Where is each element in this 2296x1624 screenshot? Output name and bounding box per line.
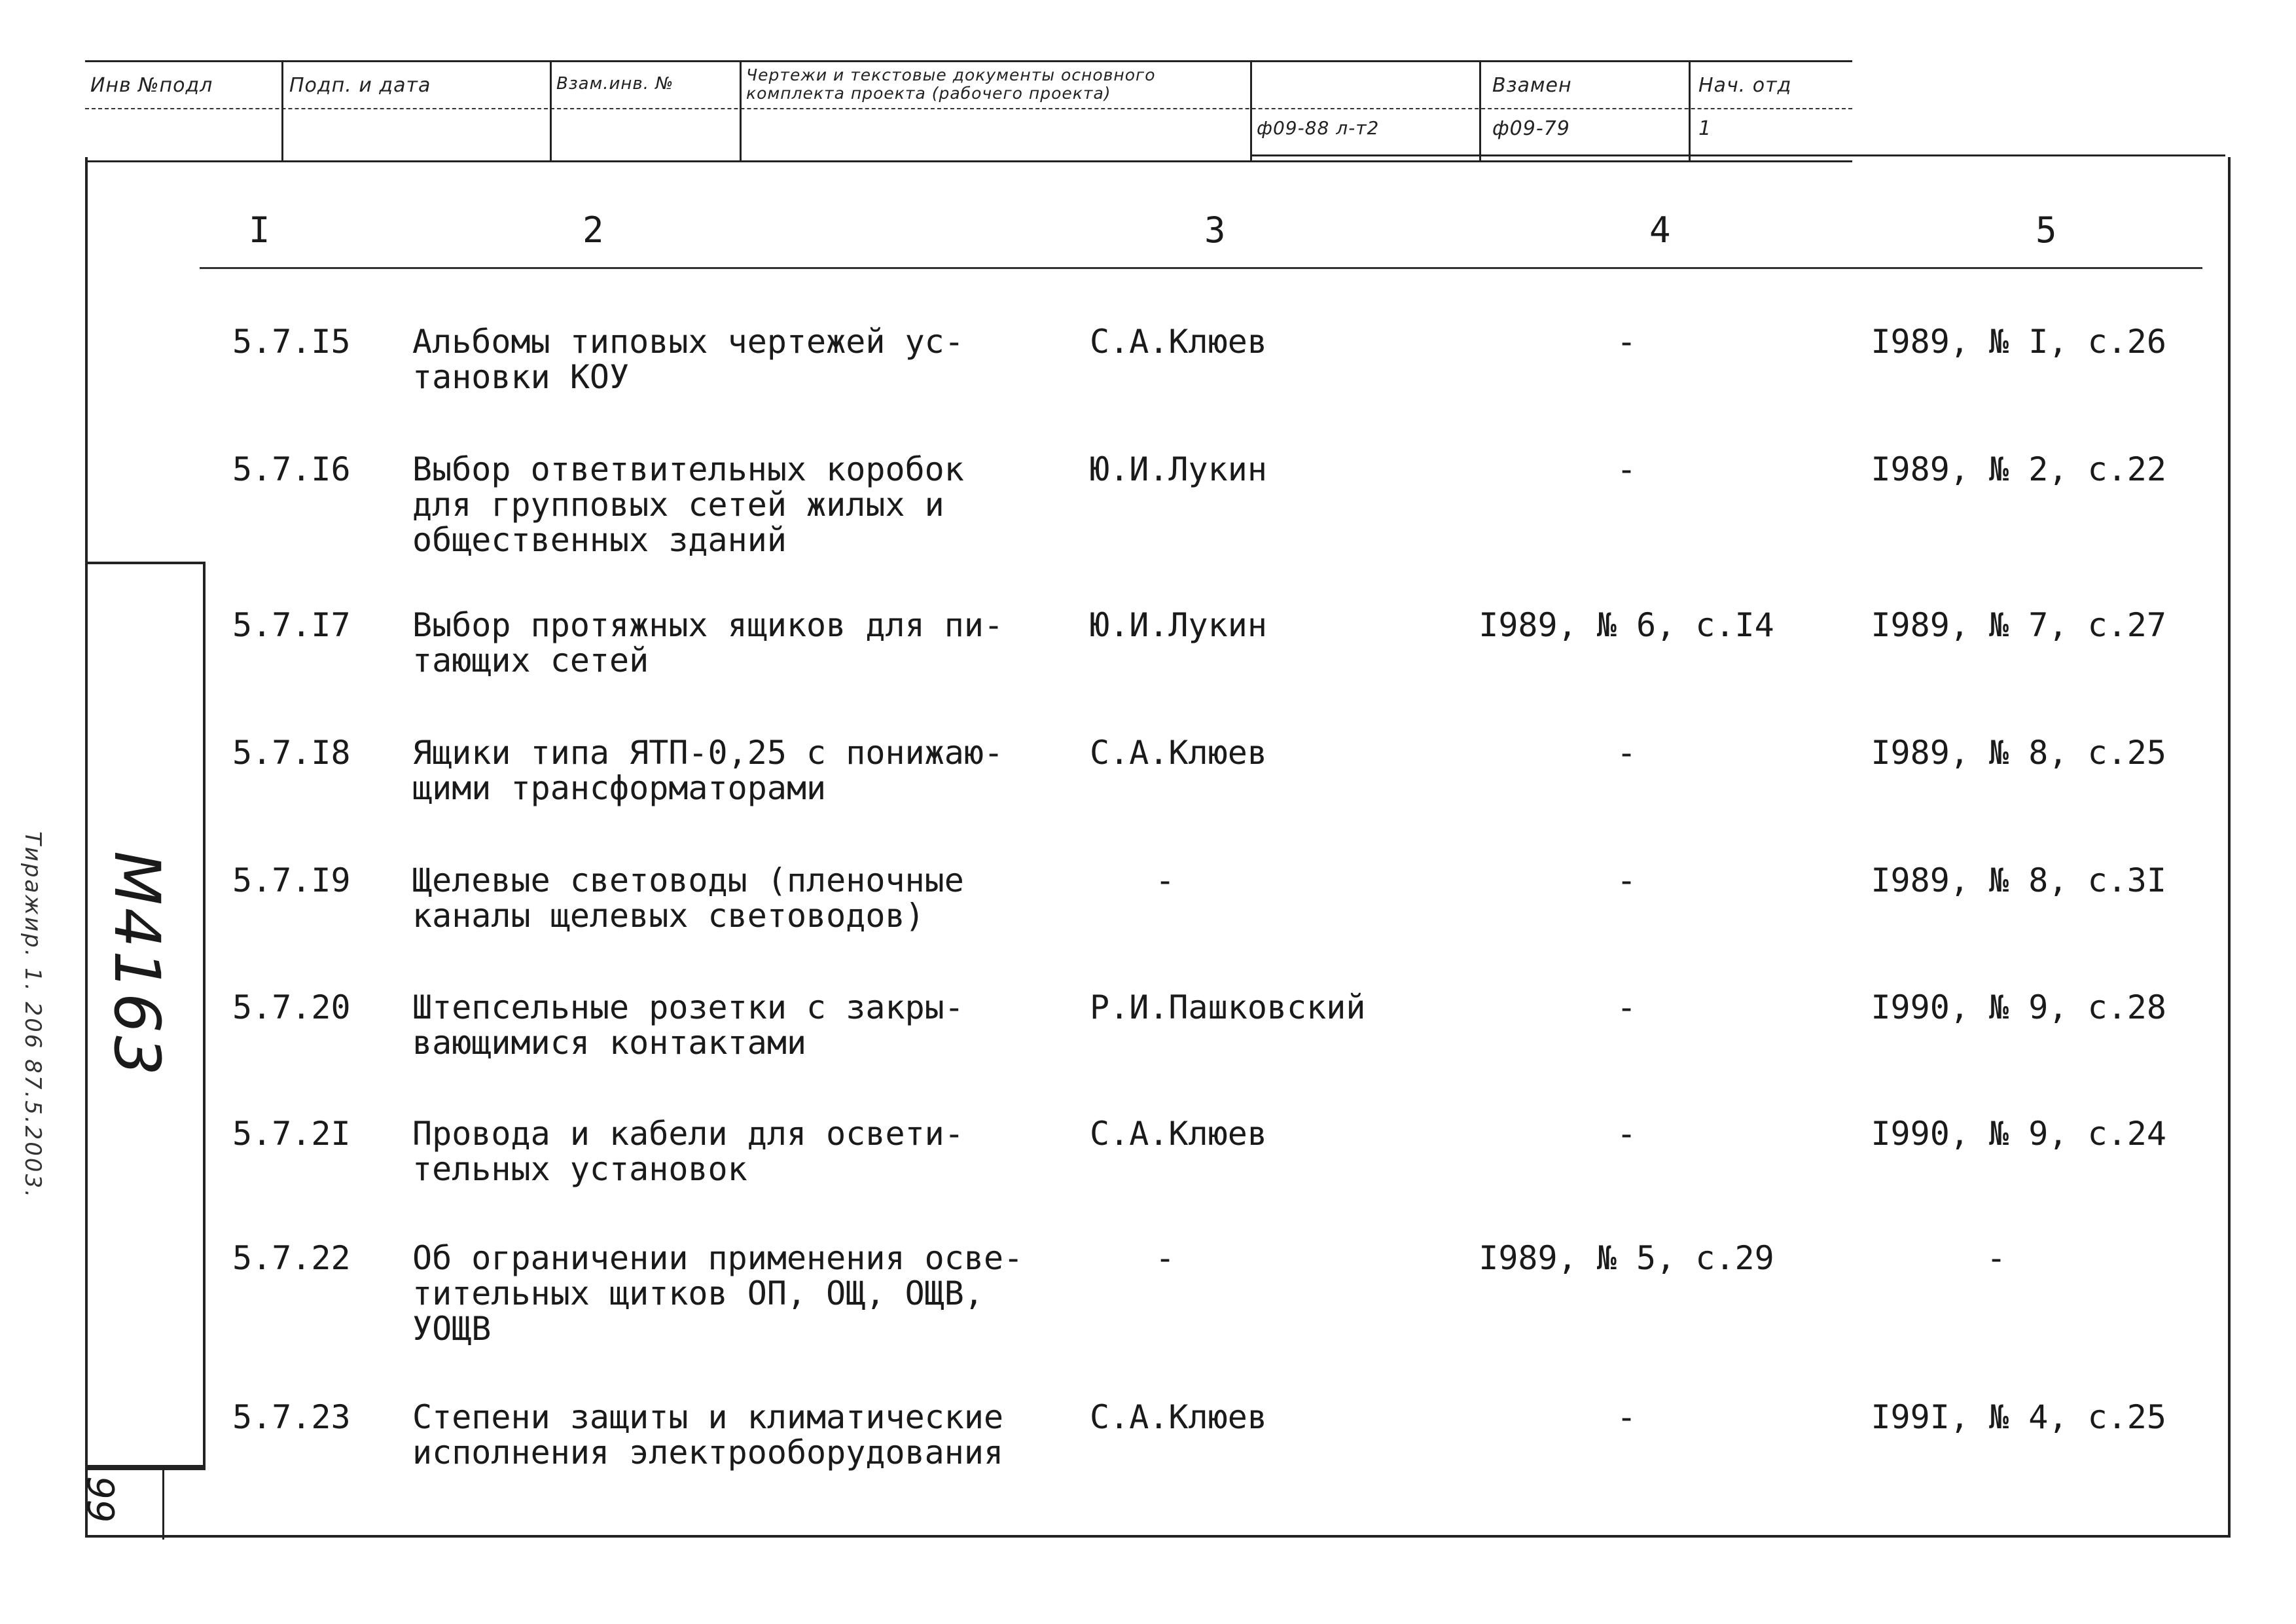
column-header-4: 4 <box>1649 209 1671 251</box>
row-col5: - <box>1986 1239 2007 1277</box>
row-title: Провода и кабели для освети- тельных установок <box>412 1115 964 1188</box>
row-number: 5.7.20 <box>232 988 351 1026</box>
row-number: 5.7.I6 <box>232 450 351 488</box>
row-col4: - <box>1616 734 1637 772</box>
page-frame-top-line <box>1250 154 2225 156</box>
row-col4: - <box>1616 450 1637 488</box>
row-col5: I990, № 9, с.24 <box>1871 1115 2166 1153</box>
stamp-cell-form <box>1250 62 1481 160</box>
row-col4: - <box>1616 988 1637 1026</box>
stamp-replace-label: Взам.инв. № <box>556 74 674 94</box>
row-number: 5.7.I8 <box>232 734 351 772</box>
column-header-3: 3 <box>1204 209 1226 251</box>
stamp-inv-label: Инв №подл <box>90 74 213 97</box>
side-page-divider <box>162 1468 164 1540</box>
page-number: 99 <box>79 1476 121 1523</box>
column-header-5: 5 <box>2036 209 2057 251</box>
stamp-zamen-label: Взамен <box>1492 74 1572 97</box>
row-title: Щелевые световоды (пленочные каналы щелевых световодов) <box>412 861 964 935</box>
row-col4: I989, № 6, с.I4 <box>1479 606 1774 644</box>
row-author: Ю.И.Лукин <box>1090 450 1267 488</box>
row-author: Ю.И.Лукин <box>1090 606 1267 644</box>
row-col4: - <box>1616 861 1637 899</box>
row-title: Выбор ответвительных коробок для групповых сетей жилых и общественных зданий <box>412 450 964 559</box>
row-col4: I989, № 5, с.29 <box>1479 1239 1774 1277</box>
row-title: Выбор протяжных ящиков для пи- тающих сетей <box>412 606 1004 679</box>
row-author: - <box>1155 1239 1175 1277</box>
stamp-sign-label: Подп. и дата <box>289 74 431 97</box>
row-col5: I989, № 8, с.3I <box>1871 861 2166 899</box>
row-number: 5.7.2I <box>232 1115 351 1153</box>
inventory-number: М4163 <box>100 851 173 1079</box>
row-number: 5.7.I7 <box>232 606 351 644</box>
row-col5: I989, № I, с.26 <box>1871 323 2166 361</box>
row-number: 5.7.I9 <box>232 861 351 899</box>
row-col5: I989, № 2, с.22 <box>1871 450 2166 488</box>
row-author: С.А.Клюев <box>1090 1115 1267 1153</box>
row-title: Альбомы типовых чертежей ус- тановки КОУ <box>412 323 964 396</box>
row-author: С.А.Клюев <box>1090 1398 1267 1436</box>
header-rule <box>200 267 2202 269</box>
title-stamp <box>85 60 1852 162</box>
row-author: С.А.Клюев <box>1090 323 1267 361</box>
row-title: Об ограничении применения осве- тительных щитков ОП, ОЩ, ОЩВ, УОЩВ <box>412 1239 1024 1348</box>
row-col5: I990, № 9, с.28 <box>1871 988 2166 1026</box>
row-title: Штепсельные розетки с закры- вающимися контактами <box>412 988 964 1062</box>
row-number: 5.7.I5 <box>232 323 351 361</box>
row-number: 5.7.22 <box>232 1239 351 1277</box>
stamp-nach-value: 1 <box>1698 117 1712 140</box>
page-frame <box>85 157 2231 1538</box>
column-header-2: 2 <box>583 209 604 251</box>
row-col4: - <box>1616 1115 1637 1153</box>
row-col5: I989, № 8, с.25 <box>1871 734 2166 772</box>
column-header-1: I <box>249 209 270 251</box>
row-title: Ящики типа ЯТП-0,25 с понижаю- щими трансформаторами <box>412 734 1004 807</box>
stamp-form-label: ф09-88 л-т2 <box>1257 117 1380 139</box>
row-author: Р.И.Пашковский <box>1090 988 1366 1026</box>
row-col5: I99I, № 4, с.25 <box>1871 1398 2166 1436</box>
row-author: С.А.Клюев <box>1090 734 1267 772</box>
row-title: Степени защиты и климатические исполнения электрооборудования <box>412 1398 1004 1471</box>
row-col5: I989, № 7, с.27 <box>1871 606 2166 644</box>
row-col4: - <box>1616 1398 1637 1436</box>
stamp-zamen-value: ф09-79 <box>1492 117 1570 140</box>
stamp-nach-label: Нач. отд <box>1698 74 1792 97</box>
stamp-docs-label: Чертежи и текстовые документы основного комплекта проекта (рабочего проекта) <box>746 65 1156 103</box>
vertical-note: Тиражир. 1. 206 87.5.2003. <box>20 831 46 1200</box>
row-number: 5.7.23 <box>232 1398 351 1436</box>
row-author: - <box>1155 861 1175 899</box>
row-col4: - <box>1616 323 1637 361</box>
